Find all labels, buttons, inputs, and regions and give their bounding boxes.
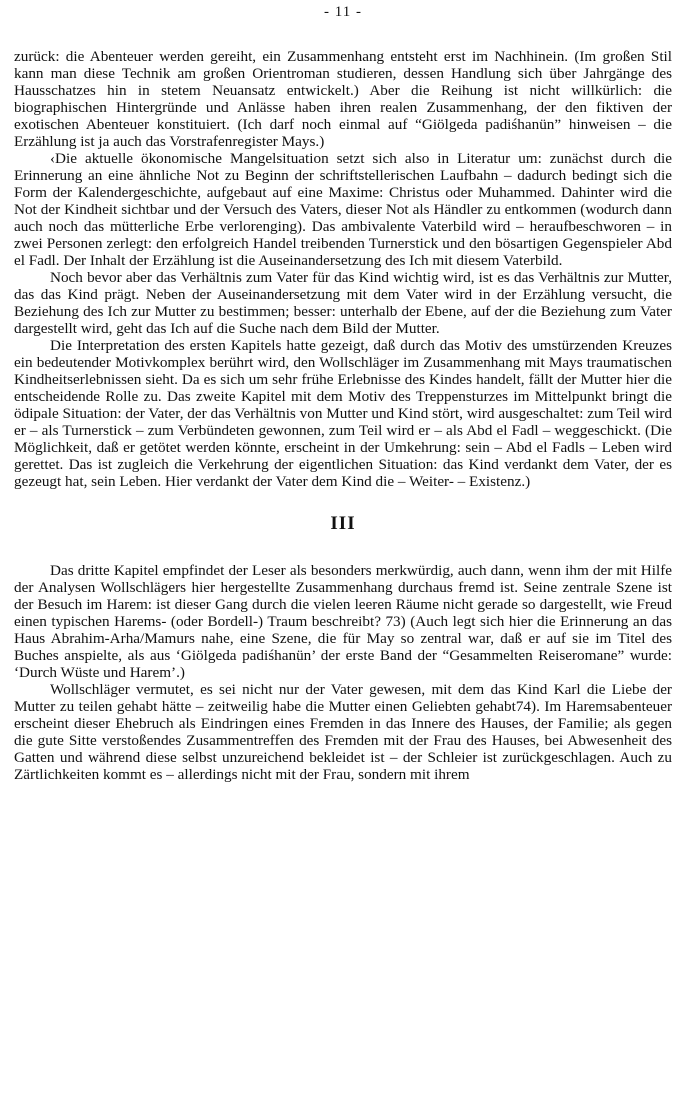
paragraph: Das dritte Kapitel empfindet der Leser als besonders merkwürdig, auch dann, wenn ihm der mit Hilfe der Analysen Wollschlägers hier hergestellte Zusammenhang durchaus fremd ist. Seine zentrale Szene ist der Besuch im Harem: ist dieser Gang durch die vielen leeren Räume nicht gerade so dargestellt, wie Freud einen typischen Harems- (oder Bordell-) Traum beschreibt? 73) (Auch legt sich hier die Erinnerung an das Haus Abrahim-Arha/Mamurs nahe, eine Szene, die für May so zentral war, daß er auf sie im Titel des Buches anspielte, als aus ‘Giölgeda padiśhanün’ der erste Band der “Gesammelten Reiseromane” wurde: ‘Durch Wüste und Harem’.) <box>14 562 672 681</box>
paragraph: Die Interpretation des ersten Kapitels hatte gezeigt, daß durch das Motiv des umstürzenden Kreuzes ein bedeutender Motivkomplex berührt wird, den Wollschläger im Zusammenhang mit Mays traumatischen Kindheitserlebnissen sieht. Da es sich um sehr frühe Erlebnisse des Kindes handelt, fällt der Mutter hier die entscheidende Rolle zu. Das zweite Kapitel mit dem Motiv des Treppensturzes im Mittelpunkt bringt die ödipale Situation: der Vater, der das Verhältnis von Mutter und Kind stört, wird ausgeschaltet: zum Teil wird er – als Turnerstick – zum Verbündeten gewonnen, zum Teil wird er – als Abd el Fadl – weggeschickt. (Die Möglichkeit, daß er getötet werden könnte, erscheint in der Umkehrung: sein – Abd el Fadls – Leben wird gerettet. Das ist zugleich die Verkehrung der eigentlichen Situation: das Kind verdankt dem Vater, der es gezeugt hat, sein Leben. Hier verdankt der Vater dem Kind die – Weiter- – Existenz.) <box>14 337 673 490</box>
paragraph: zurück: die Abenteuer werden gereiht, ein Zusammenhang entsteht erst im Nachhinein. (Im großen Stil kann man diese Technik am großen Orientroman studieren, dessen Handlung sich über Jahrgänge des Hausschatzes hin in stetem Neuansatz entwickelt.) Aber die Reihung ist nicht willkürlich: die biographischen Hintergründe und Anlässe haben ihren realen Zusammenhang, der den fiktiven der exotischen Abenteuer konstituiert. (Ich darf noch einmal auf “Giölgeda padiśhanün” hinweisen – die Erzählung ist ja auch das Vorstrafenregister Mays.) <box>14 48 672 150</box>
paragraph: ‹Die aktuelle ökonomische Mangelsituation setzt sich also in Literatur um: zunächst durch die Erinnerung an eine ähnliche Not zu Beginn der schriftstellerischen Laufbahn – dadurch bedingt sich die Form der Kalendergeschichte, aufgebaut auf eine Maxime: Christus oder Muhammed. Dahinter wird die Not der Kindheit sichtbar und der Versuch des Vaters, dieser Not als Händler zu entkommen (wodurch dann auch noch das mütterliche Erbe verlorenging). Das ambivalente Vaterbild wird – heraufbeschworen – in zwei Personen zerlegt: den erfolgreich Handel treibenden Turnerstick und den bösartigen Gegenspieler Abd el Fadl. Der Inhalt der Erzählung ist die Auseinandersetzung des Ich mit diesem Vaterbild. <box>14 150 672 269</box>
page-number: - 11 - <box>324 4 362 20</box>
paragraph: Wollschläger vermutet, es sei nicht nur der Vater gewesen, mit dem das Kind Karl die Liebe der Mutter zu teilen gehabt hätte – zeitweilig habe die Mutter einen Geliebten gehabt74). Im Haremsabenteuer erscheint dieser Ehebruch als Eindringen eines Fremden in das Innere des Hauses, der Familie; als gegen die gute Sitte verstoßendes Zusammentreffen des Fremden mit der Frau des Hauses, bei Abwesenheit des Gatten und während diese selbst unzureichend bekleidet ist – der Schleier ist zurückgeschlagen. Auch zu Zärtlichkeiten kommt es – allerdings nicht mit der Frau, sondern mit ihrem <box>14 681 672 783</box>
body-text <box>14 48 672 783</box>
section-heading: III <box>330 513 356 534</box>
paragraph: Noch bevor aber das Verhältnis zum Vater für das Kind wichtig wird, ist es das Verhältnis zur Mutter, das das Kind prägt. Neben der Auseinandersetzung mit dem Vater wird in der Erzählung versucht, die Beziehung des Ich zur Mutter zu bestimmen; besser: unterhalb der Ebene, auf der die Beziehung zum Vater dargestellt wird, geht das Ich auf die Suche nach dem Bild der Mutter. <box>14 269 672 337</box>
